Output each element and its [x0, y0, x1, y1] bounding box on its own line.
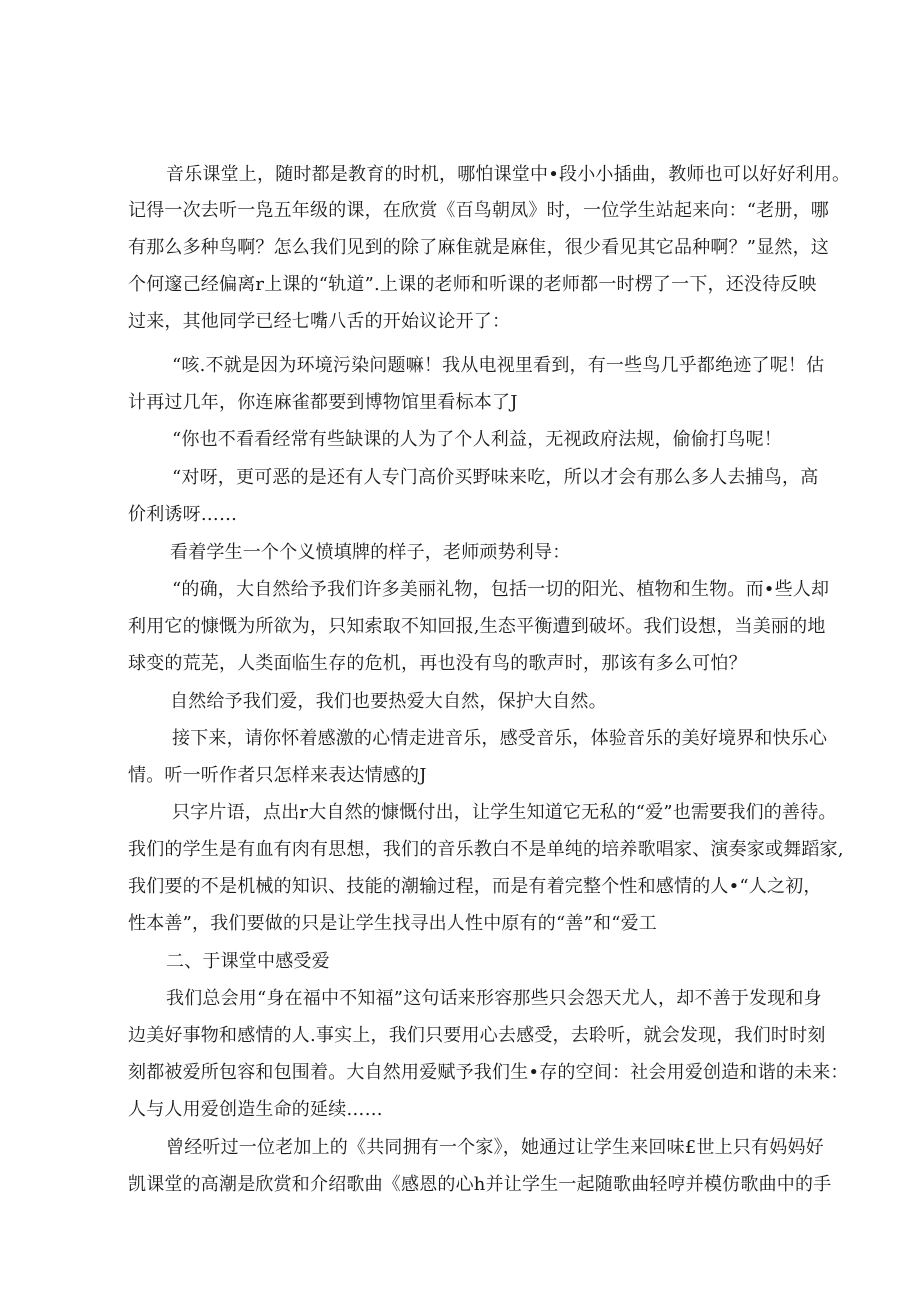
- text-line: “对呀，更可恶的是还有人专门高价买野味来吃，所以才会有那么多人去捕鸟，高: [172, 467, 819, 488]
- text-line: 价利诱呀……: [128, 504, 238, 525]
- text-line: 只字片语，点出r大自然的慷慨付出，让学生知道它无私的“爱”也需要我们的善待。: [172, 802, 837, 823]
- text-line: 自然给予我们爱，我们也要热爱大自然，保护大自然。: [170, 691, 607, 712]
- text-line: “的确，大自然给予我们许多美丽礼物，包括一切的阳光、植物和生物。而•些人却: [172, 579, 830, 600]
- text-line: 我们总会用“身在福中不知福”这句话来形容那些只会怨天尤人，却不善于发现和身: [166, 988, 822, 1009]
- text-line: 性本善”，我们要做的只是让学生找寻出人性中原有的“善”和“爱工: [128, 913, 658, 934]
- text-line: 刻都被爱所包容和包围着。大自然用爱赋予我们生•存的空间：社会用爱创造和谐的未来：: [128, 1062, 849, 1083]
- text-line: 有那么多种鸟啊？怎么我们见到的除了麻隹就是麻隹，很少看见其它品种啊？”显然，这: [128, 237, 829, 258]
- text-line: 利用它的慷慨为所欲为，只知索取不知回报,生态平衡遭到破坏。我们设想，当美丽的地: [128, 616, 826, 637]
- text-line: 计再过几年，你连麻雀都要到博物馆里看标本了J: [128, 392, 518, 413]
- text-line: 凯课堂的高潮是欣赏和介绍歌曲《感恩的心h并让学生一起随歌曲轻哼并模仿歌曲中的手: [128, 1174, 832, 1195]
- text-line: “你也不看看经常有些缺课的人为了个人利益，无视政府法规，偷偷打鸟呢！: [172, 429, 782, 450]
- text-line: 音乐课堂上，随时都是教育的时机，哪怕课堂中•段小小插曲，教师也可以好好利用。: [166, 164, 851, 185]
- text-line: 接下来，请你怀着感激的心情走进音乐，感受音乐，体验音乐的美好境界和快乐心: [172, 728, 828, 749]
- text-line: 我们要的不是机械的知识、技能的潮输过程，而是有着完整个性和感情的人•“人之初，: [128, 876, 822, 897]
- text-line: 过来，其他同学已经七嘴八舌的开始议论开了：: [128, 311, 511, 332]
- text-line: 我们的学生是有血有肉有思想，我们的音乐教白不是单纯的培养歌唱家、演奏家或舞蹈家,: [128, 839, 844, 860]
- text-line: 球变的荒芜，人类面临生存的危机，再也没有鸟的歌声时，那该有多么可怕？: [128, 653, 747, 674]
- text-line: 情。听一听作者只怎样来表达情感的J: [128, 765, 427, 786]
- text-line: 二、于课堂中感受爱: [166, 951, 330, 972]
- text-line: 边美好事物和感情的人.事实上，我们只要用心去感受，去聆听，就会发现，我们时时刻: [128, 1025, 826, 1046]
- text-line: 看着学生一个个义愤填牌的样子，老师顽势利导：: [170, 542, 571, 563]
- text-line: 人与人用爱创造生命的延续……: [128, 1099, 383, 1120]
- text-line: “咳.不就是因为环境污染问题嘛！我从电视里看到，有一些鸟几乎都绝迹了呢！估: [172, 355, 825, 376]
- text-line: 个何邃己经偏离r上课的“轨道”.上课的老师和听课的老师都一时楞了一下，还没待反映: [128, 274, 817, 295]
- text-line: 记得一次去听一凫五年级的课，在欣赏《百鸟朝凤》时，一位学生站起来向：“老册，哪: [128, 200, 829, 221]
- text-line: 曾经听过一位老加上的《共同拥有一个家》，她通过让学生来回味£世上只有妈妈好: [166, 1137, 824, 1158]
